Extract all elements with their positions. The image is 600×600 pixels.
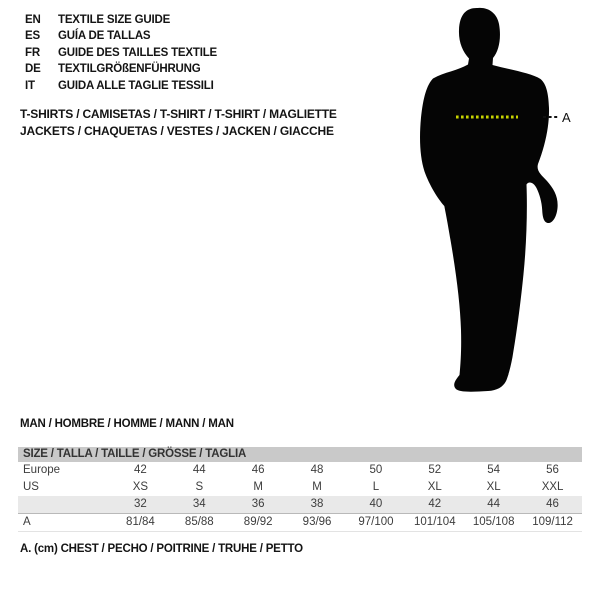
- language-code: FR: [25, 46, 40, 59]
- size-value: S: [195, 481, 204, 493]
- row-label: US: [23, 481, 39, 493]
- size-value: 44: [192, 464, 206, 476]
- language-title: TEXTILE SIZE GUIDE: [58, 14, 171, 26]
- category-jackets: JACKETS / CHAQUETAS / VESTES / JACKEN / GIACCHE: [20, 123, 334, 138]
- language-code: IT: [25, 79, 35, 92]
- language-title: GUIDE DES TAILLES TEXTILE: [58, 46, 217, 59]
- size-value: 42: [134, 464, 147, 476]
- size-value: 97/100: [358, 516, 394, 528]
- section-title-man: MAN / HOMBRE / HOMME / MANN / MAN: [20, 418, 234, 430]
- man-silhouette-shape: [420, 8, 558, 392]
- size-value: 42: [428, 498, 442, 510]
- size-value: L: [372, 481, 380, 493]
- category-tshirts: T-SHIRTS / CAMISETAS / T-SHIRT / T-SHIRT / MAGLIETTE: [20, 107, 337, 121]
- size-value: 89/92: [243, 516, 273, 528]
- size-value: 52: [428, 464, 442, 476]
- row-label: Europe: [23, 464, 61, 476]
- table-row-us: [18, 479, 582, 496]
- language-code: EN: [25, 14, 41, 26]
- language-code: ES: [25, 30, 40, 43]
- language-row: [25, 28, 217, 44]
- size-value: 56: [546, 464, 559, 476]
- garment-categories: [20, 106, 337, 139]
- size-value: 38: [310, 498, 324, 510]
- size-value: 81/84: [126, 516, 155, 528]
- size-value: 109/112: [532, 516, 573, 528]
- size-value: 105/108: [472, 516, 515, 528]
- size-value: XL: [427, 481, 442, 493]
- size-value: 101/104: [414, 516, 456, 528]
- language-code: DE: [25, 63, 41, 76]
- man-silhouette-svg: [400, 0, 600, 400]
- row-label: [18, 496, 111, 513]
- table-row-europe: [18, 462, 582, 479]
- size-value: 85/88: [184, 516, 214, 528]
- size-value: 44: [487, 498, 501, 510]
- size-value: 46: [546, 498, 559, 510]
- size-table-header: SIZE / TALLA / TAILLE / GRÖSSE / TAGLIA: [18, 447, 582, 462]
- size-value: 36: [251, 498, 265, 510]
- size-value: M: [312, 481, 322, 493]
- language-row: [25, 45, 217, 61]
- size-value: 34: [192, 498, 206, 510]
- size-value: 93/96: [302, 516, 332, 528]
- size-value: 48: [310, 464, 324, 476]
- size-value: 50: [369, 464, 383, 476]
- language-title: TEXTILGRÖßENFÜHRUNG: [58, 63, 201, 76]
- language-list: [25, 12, 217, 94]
- size-table: [18, 447, 582, 532]
- language-row: [25, 61, 217, 77]
- size-value: XL: [486, 481, 501, 493]
- language-row: [25, 12, 217, 28]
- man-silhouette-figure: [400, 0, 600, 400]
- language-title: GUÍA DE TALLAS: [58, 30, 151, 43]
- size-value: 40: [369, 498, 383, 510]
- table-row-us-numeric: [18, 496, 582, 513]
- size-value: 46: [251, 464, 265, 476]
- measure-label-a: A: [562, 110, 571, 125]
- measurement-footnote: A. (cm) CHEST / PECHO / POITRINE / TRUHE / PETTO: [20, 543, 303, 555]
- table-row-chest-cm: [18, 513, 582, 531]
- language-row: [25, 78, 217, 94]
- size-value: XS: [132, 481, 149, 493]
- size-value: 32: [134, 498, 147, 510]
- row-label: A: [23, 516, 31, 528]
- size-value: XXL: [541, 481, 564, 493]
- size-value: 54: [487, 464, 501, 476]
- size-value: M: [253, 481, 263, 493]
- language-title: GUIDA ALLE TAGLIE TESSILI: [58, 79, 214, 92]
